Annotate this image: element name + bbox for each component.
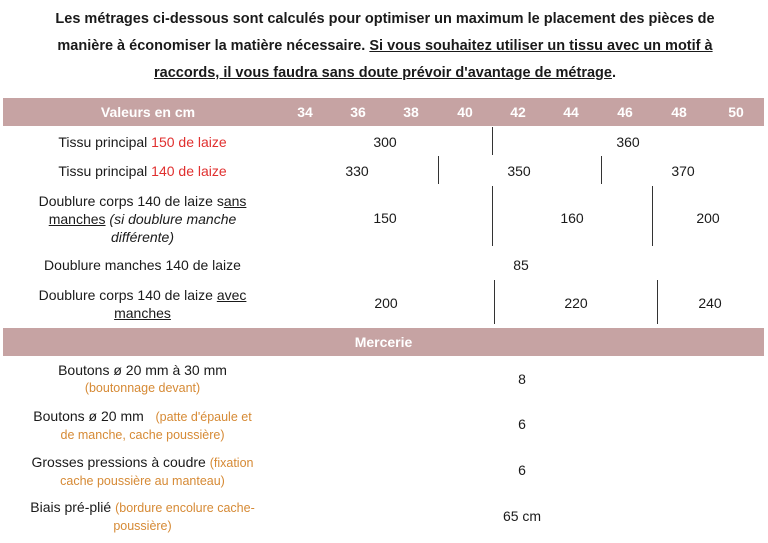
- mercerie-item-pressions: [10, 453, 275, 490]
- value-doublure-sans-c: 200: [696, 210, 720, 226]
- tissu-150-laize: 150 de laize: [151, 134, 227, 150]
- value-doublure-sans-a: 150: [373, 210, 397, 226]
- mercerie-item-label: Boutons ø 20 mm à 30 mm: [58, 362, 227, 378]
- divider: [494, 280, 495, 324]
- divider: [601, 156, 602, 184]
- mercerie-value: 6: [518, 416, 526, 432]
- size-36: 36: [350, 104, 366, 120]
- intro-line-3-end: .: [611, 65, 616, 81]
- size-44: 44: [563, 104, 579, 120]
- intro-line-2-underlined: Si vous souhaitez utiliser un tissu avec un motif à: [369, 38, 713, 54]
- row-label-doublure-sans-manches: [10, 192, 275, 246]
- mercerie-value: 6: [518, 462, 526, 478]
- size-40: 40: [457, 104, 473, 120]
- doublure-sans-line-3: différente): [110, 229, 175, 245]
- mercerie-item-line-1: Biais pré-plié (bordure encolure cache-: [30, 499, 255, 515]
- tissu-140-laize: 140 de laize: [151, 163, 227, 179]
- mercerie-item-note: poussière): [113, 519, 172, 533]
- row-label-doublure-manches: Doublure manches 140 de laize: [44, 257, 241, 273]
- intro-line-2: [40, 33, 730, 60]
- value-doublure-avec-c: 240: [698, 295, 722, 311]
- mercerie-item-boutons-devant: [10, 361, 275, 397]
- doublure-sans-line-2: manches (si doublure manche: [48, 211, 237, 227]
- divider: [652, 186, 653, 246]
- size-42: 42: [510, 104, 526, 120]
- tissu-140-text: Tissu principal: [58, 163, 152, 179]
- table-header: [3, 98, 764, 126]
- mercerie-item-note: de manche, cache poussière): [60, 428, 225, 442]
- mercerie-header: [3, 328, 764, 356]
- value-tissu-150-b: 360: [616, 134, 640, 150]
- tissu-150-text: Tissu principal: [58, 134, 152, 150]
- value-doublure-avec-b: 220: [564, 295, 588, 311]
- value-doublure-manches: 85: [513, 257, 529, 273]
- divider: [657, 280, 658, 324]
- intro-line-3: [40, 60, 730, 87]
- value-tissu-140-a: 330: [345, 163, 369, 179]
- doublure-avec-line-1: Doublure corps 140 de laize avec: [38, 287, 247, 303]
- value-doublure-avec-a: 200: [374, 295, 398, 311]
- size-38: 38: [403, 104, 419, 120]
- divider: [492, 186, 493, 246]
- mercerie-item-biais: [0, 498, 285, 535]
- intro-line-3-underlined: raccords, il vous faudra sans doute prévoir d'avantage de métrage: [154, 65, 612, 81]
- mercerie-value: 65 cm: [502, 508, 542, 524]
- value-tissu-140-c: 370: [671, 163, 695, 179]
- row-label-tissu-140: [10, 162, 275, 180]
- value-tissu-150-a: 300: [373, 134, 397, 150]
- value-doublure-sans-b: 160: [560, 210, 584, 226]
- row-label-tissu-150: [10, 133, 275, 151]
- header-label: Valeurs en cm: [100, 104, 196, 120]
- divider: [492, 127, 493, 155]
- intro-paragraph: [40, 6, 730, 87]
- row-label-doublure-avec-manches: [10, 286, 275, 322]
- mercerie-item-note: cache poussière au manteau): [60, 474, 225, 488]
- divider: [438, 156, 439, 184]
- value-tissu-140-b: 350: [507, 163, 531, 179]
- size-46: 46: [617, 104, 633, 120]
- mercerie-value: 8: [518, 371, 526, 387]
- intro-line-2-plain: manière à économiser la matière nécessaire.: [57, 38, 366, 54]
- mercerie-item-boutons-patte: [10, 407, 275, 444]
- intro-line-1: Les métrages ci-dessous sont calculés pour optimiser un maximum le placement des pièces de: [55, 11, 715, 27]
- mercerie-item-line-1: Boutons ø 20 mm (patte d'épaule et: [33, 408, 252, 424]
- doublure-sans-line-1: Doublure corps 140 de laize sans: [38, 193, 247, 209]
- doublure-avec-line-2: manches: [114, 305, 171, 321]
- size-50: 50: [728, 104, 744, 120]
- size-34: 34: [297, 104, 313, 120]
- mercerie-item-note: (boutonnage devant): [84, 381, 201, 395]
- mercerie-item-line-1: Grosses pressions à coudre (fixation: [31, 454, 254, 470]
- mercerie-title: Mercerie: [354, 334, 413, 350]
- size-48: 48: [671, 104, 687, 120]
